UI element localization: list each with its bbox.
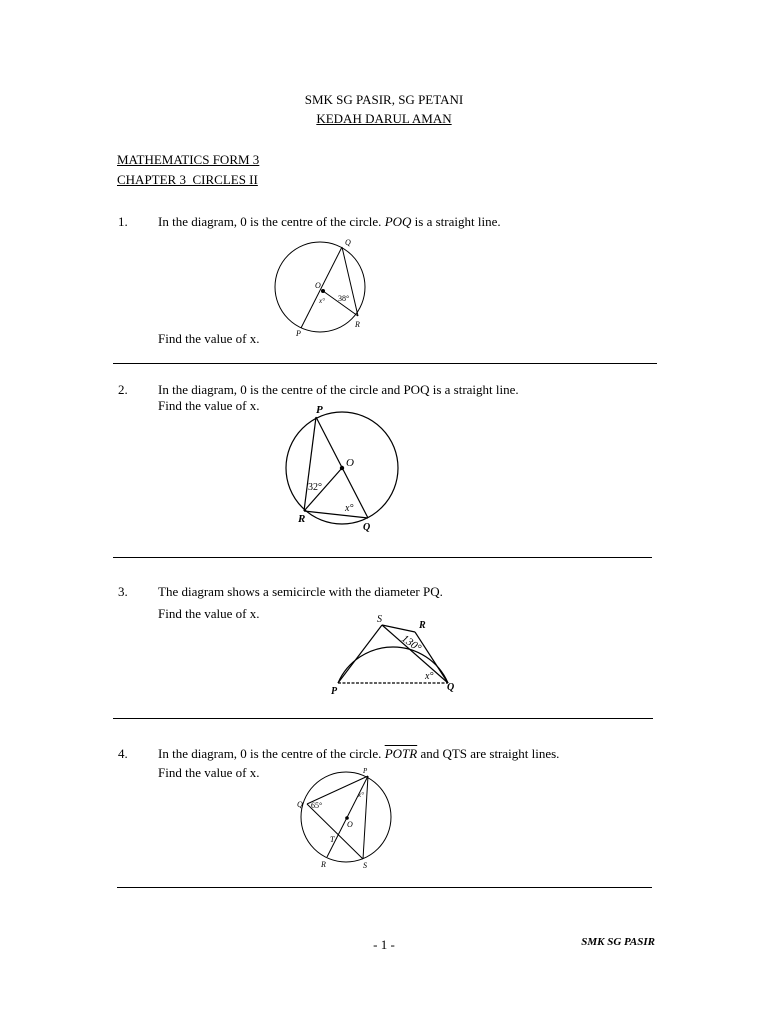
subject-title [117,152,259,168]
q2-label-o: O [346,457,354,469]
q4-line-qts [307,804,363,859]
subject-title-text: MATHEMATICS FORM 3 [117,152,260,167]
q4-line-qp [307,776,368,804]
q2-line-pr [304,417,316,511]
question-1-diagram [270,232,380,342]
question-1-number: 1. [118,214,128,229]
q2-centre-dot [340,466,344,470]
question-2-prompt: Find the value of x. [158,398,260,413]
question-3-text: The diagram shows a semicircle with the diameter PQ. [158,584,443,599]
q1-line-qp [301,247,342,328]
q1-centre-dot [321,289,325,293]
q4-label-angle: 65° [311,801,323,810]
q3-label-x: x° [425,671,434,682]
question-4-prompt: Find the value of x. [158,765,260,780]
q1-line-qr [342,247,358,316]
school-name: SMK SG PASIR, SG PETANI [304,92,464,107]
q4-text-after: and QTS are straight lines. [417,746,560,761]
footer-school: SMK SG PASIR [581,936,655,948]
q1-text-after: is a straight line. [411,214,501,229]
q4-label-o: O [347,820,353,829]
page-number: - 1 - [373,937,395,952]
q4-label-x: x° [358,791,364,799]
q3-line-sq [382,625,448,683]
q3-label-s: S [377,614,382,625]
q1-label-angle: 38° [338,294,350,303]
q1-label-o: O [315,281,321,290]
school-location-text: KEDAH DARUL AMAN [316,111,452,126]
q4-label-s: S [363,861,367,870]
q4-text-italic: POTR [384,746,418,761]
question-4-number: 4. [118,746,128,761]
q2-label-p: P [316,404,323,416]
question-3-diagram [325,612,465,696]
q4-text-before: In the diagram, 0 is the centre of the circle. [158,746,385,761]
question-4-diagram [292,764,402,874]
q1-label-x: x° [319,297,325,305]
separator-4 [117,887,652,888]
chapter-title-text: CHAPTER 3 CIRCLES II [117,172,258,187]
question-4-text [158,746,559,762]
q3-label-p: P [331,686,338,696]
question-1-prompt: Find the value of x. [158,331,260,346]
q4-label-r: R [321,860,326,869]
question-1-text [158,214,501,230]
q1-label-r: R [355,320,360,329]
school-location [0,111,768,127]
q2-label-r: R [298,513,306,525]
q4-line-ps [363,776,368,859]
q1-label-p: P [296,329,301,338]
q2-label-q: Q [363,522,371,533]
q3-label-q: Q [447,682,455,693]
question-3-prompt: Find the value of x. [158,606,260,621]
separator-3 [113,718,653,719]
q4-label-q: Q [297,800,303,809]
separator-1 [113,363,657,364]
q2-label-angle: 32° [308,482,322,493]
q1-text-italic: POQ [384,214,412,229]
q1-text-before: In the diagram, 0 is the centre of the circle. [158,214,385,229]
q3-line-sr [382,625,415,632]
chapter-title [117,172,258,188]
q2-label-x: x° [345,503,354,514]
q4-label-p: P [363,767,368,775]
q3-label-angle: 130° [399,632,424,655]
q1-label-q: Q [345,238,351,247]
q3-line-ps [338,625,382,683]
question-2-diagram [278,398,408,533]
q3-label-r: R [419,620,426,631]
question-3-number: 3. [118,584,128,599]
separator-2 [113,557,652,558]
q4-label-t: T [330,835,335,844]
question-2-number: 2. [118,382,128,397]
question-2-text: In the diagram, 0 is the centre of the circle and POQ is a straight line. [158,382,519,397]
